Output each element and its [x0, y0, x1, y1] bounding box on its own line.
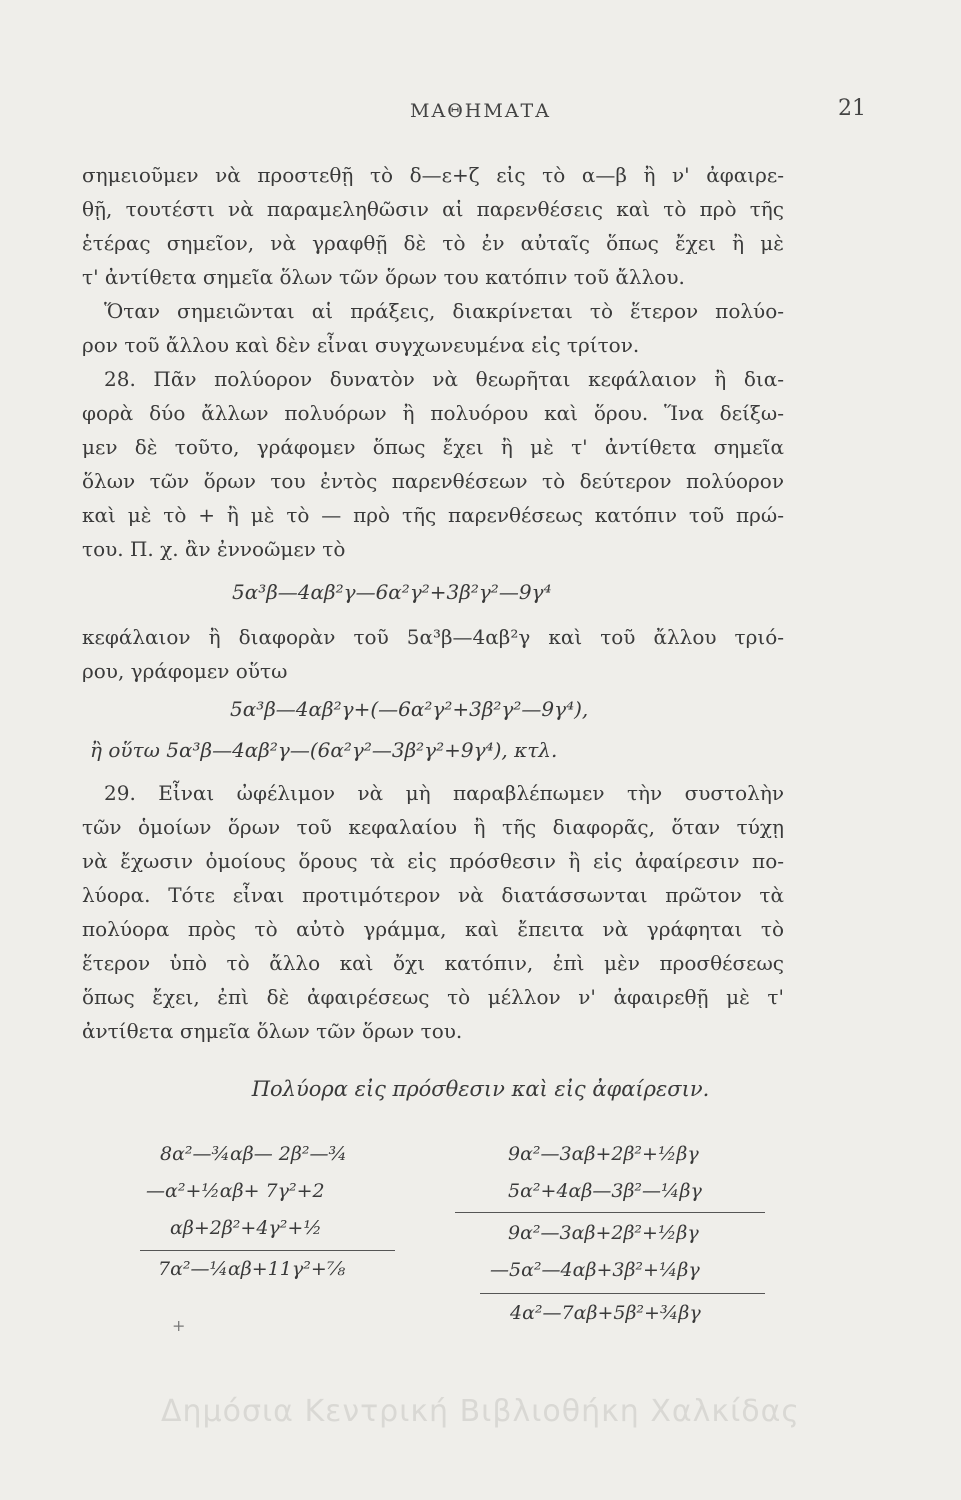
text-line: μεν δὲ τοῦτο, γράφομεν ὅπως ἔχει ἢ μὲ τ' ἀντίθετα σημεῖα [82, 435, 784, 459]
text-line: τῶν ὁμοίων ὅρων τοῦ κεφαλαίου ἢ τῆς διαφορᾶς, ὅταν τύχῃ [82, 815, 784, 839]
text-line: καὶ μὲ τὸ + ἢ μὲ τὸ — πρὸ τῆς παρενθέσεως κατόπιν τοῦ πρώ- [82, 503, 784, 527]
text-line: Ὅταν σημειῶνται αἱ πράξεις, διακρίνεται τὸ ἕτερον πολύο- [104, 299, 784, 323]
text-line: ἀντίθετα σημεῖα ὅλων τῶν ὅρων του. [82, 1019, 463, 1043]
paragraph-29 [82, 776, 784, 1048]
text-line: του. Π. χ. ἂν ἐννοῶμεν τὸ [82, 537, 346, 561]
text-line: λύορα. Τότε εἶναι προτιμότερον νὰ διατάσσωνται πρῶτον τὰ [82, 883, 784, 907]
page-number: 21 [838, 96, 866, 121]
text-line: ὅπως ἔχει, ἐπὶ δὲ ἀφαιρέσεως τὸ μέλλον ν' ἀφαιρεθῇ μὲ τ' [82, 985, 784, 1009]
formula-difference-form: ἢ οὕτω 5α³β—4αβ²γ—(6α²γ²—3β²γ²+9γ⁴), κτλ. [90, 738, 558, 762]
text-line: ὅλων τῶν ὅρων του ἐντὸς παρενθέσεων τὸ δεύτερον πολύορον [82, 469, 784, 493]
addition-result: 7α²—¼αβ+11γ²+⅞ [158, 1258, 346, 1280]
text-line: νὰ ἔχωσιν ὁμοίους ὅρους τὰ εἰς πρόσθεσιν ἢ εἰς ἀφαίρεσιν πο- [82, 849, 784, 873]
paragraph-28-line: 28. Πᾶν πολύορον δυνατὸν νὰ θεωρῆται κεφάλαιον ἢ δια- [104, 367, 784, 391]
stray-mark: + [172, 1316, 186, 1335]
text-line: ἑτέρας σημεῖον, νὰ γραφθῇ δὲ τὸ ἐν αὐταῖς ὅπως ἔχει ἢ μὲ [82, 231, 784, 255]
text-line: ρον τοῦ ἄλλου καὶ δὲν εἶναι συγχωνευμένα εἰς τρίτον. [82, 333, 640, 357]
subtraction-row-4: —5α²—4αβ+3β²+¼βγ [490, 1259, 700, 1281]
body-text-block-2 [82, 620, 784, 688]
formula-sum-form: 5α³β—4αβ²γ+(—6α²γ²+3β²γ²—9γ⁴), [230, 697, 589, 721]
text-line: θῇ, τουτέστι νὰ παραμεληθῶσιν αἱ παρενθέσεις καὶ τὸ πρὸ τῆς [82, 197, 784, 221]
text-line: σημειοῦμεν νὰ προστεθῇ τὸ δ—ε+ζ εἰς τὸ α—β ἢ ν' ἀφαιρε- [82, 163, 784, 187]
addition-row-1: 8α²—¾αβ— 2β²—¾ [160, 1143, 347, 1165]
subtraction-rule-2 [480, 1293, 765, 1294]
body-text-block [82, 158, 784, 566]
addition-row-3: αβ+2β²+4γ²+½ [170, 1217, 322, 1239]
subtraction-result: 4α²—7αβ+5β²+¾βγ [510, 1302, 701, 1324]
paragraph-29-line: 29. Εἶναι ὠφέλιμον νὰ μὴ παραβλέπωμεν τὴν συστολὴν [104, 781, 784, 805]
text-line: ρου, γράφομεν οὕτω [82, 659, 288, 683]
subtraction-rule-1 [455, 1212, 765, 1213]
text-line: φορὰ δύο ἄλλων πολυόρων ἢ πολυόρου καὶ ὅρου. Ἵνα δείξω- [82, 401, 784, 425]
text-line: ἕτερον ὑπὸ τὸ ἄλλο καὶ ὄχι κατόπιν, ἐπὶ μὲν προσθέσεως [82, 951, 784, 975]
text-line: κεφάλαιον ἢ διαφορὰν τοῦ 5α³β—4αβ²γ καὶ τοῦ ἄλλου τριό- [82, 625, 784, 649]
text-line: τ' ἀντίθετα σημεῖα ὅλων τῶν ὅρων του κατόπιν τοῦ ἄλλου. [82, 265, 685, 289]
library-watermark: Δημόσια Κεντρική Βιβλιοθήκη Χαλκίδας [161, 1394, 800, 1429]
running-header: ΜΑΘΗΜΑΤΑ [410, 100, 551, 122]
section-title: Πολύορα εἰς πρόσθεσιν καὶ εἰς ἀφαίρεσιν. [251, 1077, 710, 1101]
text-line: πολύορα πρὸς τὸ αὐτὸ γράμμα, καὶ ἔπειτα νὰ γράφηται τὸ [82, 917, 784, 941]
subtraction-row-3: 9α²—3αβ+2β²+½βγ [508, 1222, 699, 1244]
addition-row-2: —α²+½αβ+ 7γ²+2 [146, 1180, 325, 1202]
addition-sum-rule [140, 1250, 395, 1251]
formula-polynomial: 5α³β—4αβ²γ—6α²γ²+3β²γ²—9γ⁴ [232, 580, 552, 604]
subtraction-row-2: 5α²+4αβ—3β²—¼βγ [508, 1180, 702, 1202]
subtraction-row-1: 9α²—3αβ+2β²+½βγ [508, 1143, 699, 1165]
